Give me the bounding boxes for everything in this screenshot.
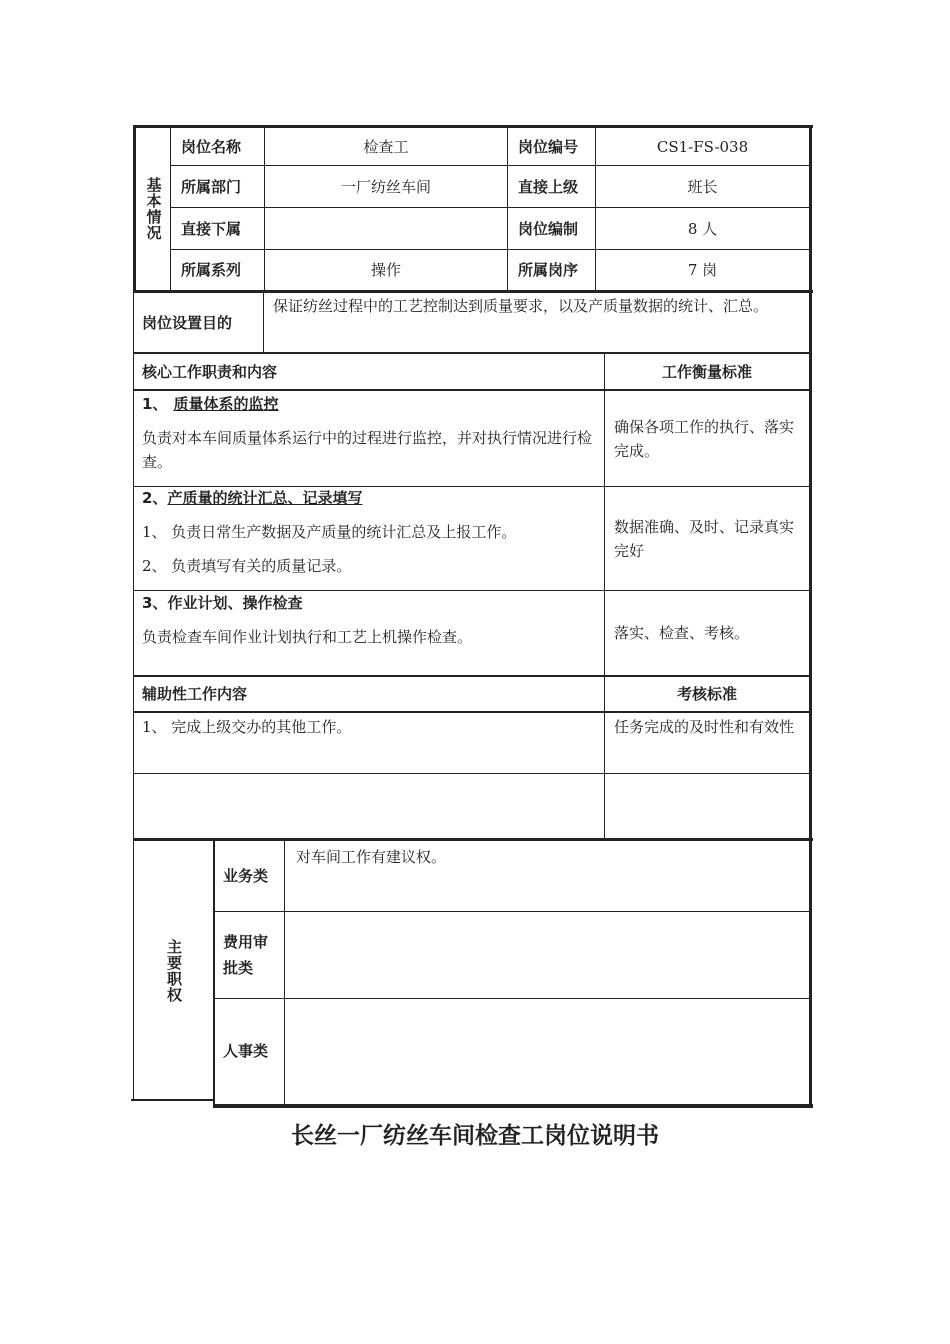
authority-section-label: 主要职权 xyxy=(165,938,183,1003)
aux-header-left: 辅助性工作内容 xyxy=(142,685,248,703)
label-position-code: 岗位编号 xyxy=(518,137,579,156)
label-department: 所属部门 xyxy=(181,177,242,196)
value-position-name: 检查工 xyxy=(363,137,409,156)
label-rank: 所属岗序 xyxy=(518,261,579,279)
value-position-code: CS1-FS-038 xyxy=(656,137,749,156)
core-item-title: 2、产质量的统计汇总、记录填写 xyxy=(142,489,363,507)
value-department: 一厂纺丝车间 xyxy=(340,177,431,196)
authority-label: 业务类 xyxy=(223,867,269,885)
authority-label: 人事类 xyxy=(223,1041,269,1060)
value-headcount: 8 人 xyxy=(687,219,718,238)
core-item-line: 负责检查车间作业计划执行和工艺上机操作检查。 xyxy=(142,628,473,646)
label-subordinates: 直接下属 xyxy=(181,219,242,238)
core-item-title: 1、 质量体系的监控 xyxy=(142,395,279,413)
value-supervisor: 班长 xyxy=(687,177,718,196)
label-supervisor: 直接上级 xyxy=(518,177,579,196)
aux-item-text: 1、 完成上级交办的其他工作。 xyxy=(142,718,352,736)
basic-section-label: 基本情况 xyxy=(144,177,163,241)
authority-label: 费用审批类 xyxy=(223,933,269,977)
aux-item-standard: 任务完成的及时性和有效性 xyxy=(614,718,795,736)
core-item xyxy=(142,486,600,578)
document-title: 长丝一厂纺丝车间检查工岗位说明书 xyxy=(291,1123,659,1149)
purpose-text: 保证纺丝过程中的工艺控制达到质量要求，以及产质量数据的统计、汇总。 xyxy=(273,297,769,315)
purpose-label: 岗位设置目的 xyxy=(142,313,233,332)
core-item xyxy=(142,392,600,474)
authority-value: 对车间工作有建议权。 xyxy=(296,848,447,866)
value-subordinates xyxy=(265,208,507,249)
value-series: 操作 xyxy=(370,261,401,279)
core-item xyxy=(142,591,600,649)
core-item-line: 1、 负责日常生产数据及产质量的统计汇总及上报工作。 xyxy=(142,523,517,541)
core-item-line: 2、 负责填写有关的质量记录。 xyxy=(142,557,352,575)
core-item-standard: 落实、检查、考核。 xyxy=(614,624,750,642)
core-item-standard: 确保各项工作的执行、落实完成。 xyxy=(614,417,795,460)
core-header-left: 核心工作职责和内容 xyxy=(142,362,278,381)
value-rank: 7 岗 xyxy=(687,261,718,279)
label-position-name: 岗位名称 xyxy=(181,137,242,156)
label-series: 所属系列 xyxy=(181,261,242,279)
core-item-standard: 数据准确、及时、记录真实完好 xyxy=(614,517,795,560)
core-item-title: 3、作业计划、操作检查 xyxy=(142,594,303,612)
core-item-line: 负责对本车间质量体系运行中的过程进行监控，并对执行情况进行检查。 xyxy=(142,429,593,471)
label-headcount: 岗位编制 xyxy=(518,219,579,238)
core-header-right: 工作衡量标准 xyxy=(661,362,752,381)
aux-header-right: 考核标准 xyxy=(676,685,737,703)
